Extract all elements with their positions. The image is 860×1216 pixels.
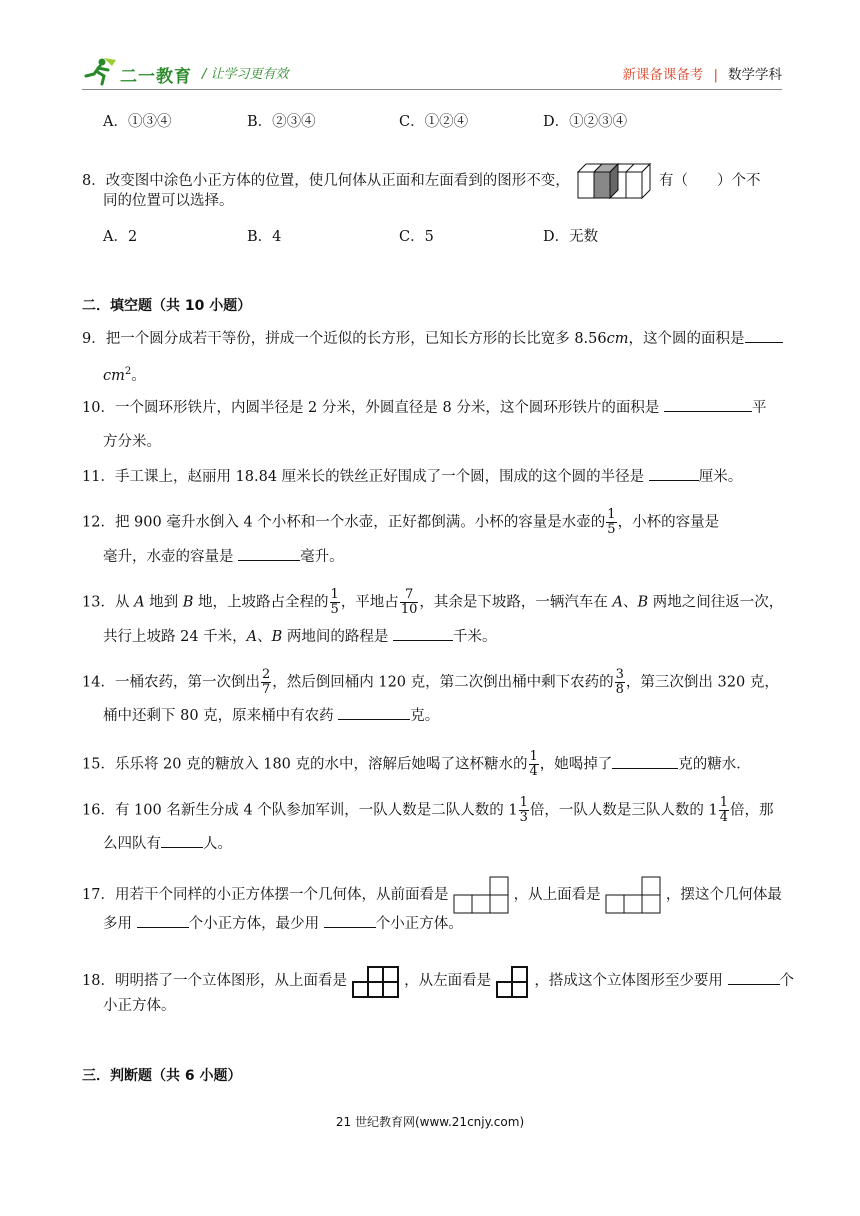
q13-line2c: 两地间的路程是 [282, 629, 394, 645]
q14-c: ，第三次倒出 320 克， [625, 674, 779, 691]
q8-option-b: B．4 [247, 229, 282, 245]
q12-frac-den: 5 [607, 522, 616, 537]
q13-f1-num: 1 [330, 587, 339, 602]
q14-fraction-1 [261, 668, 271, 697]
q11-blank[interactable] [649, 467, 699, 481]
q8-option-a: A．2 [103, 229, 138, 245]
q13-line2b: 、 [257, 629, 272, 645]
q7-option-a: A．①③④ [103, 114, 172, 130]
q9-line2 [103, 362, 146, 386]
q9-text: 9．把一个圆分成若干等份，拼成一个近似的长方形，已知长方形的长比宽多 8.56 [82, 331, 607, 347]
q13-point-a2: A [612, 594, 623, 611]
q13-f2-den: 10 [400, 602, 418, 617]
q13-point-b2: B [637, 594, 649, 611]
q10-blank[interactable] [664, 398, 752, 412]
q18-c: ，搭成这个立体图形至少要用 [534, 973, 728, 989]
q14-line2 [103, 706, 439, 726]
section-fill-in-title: 二．填空题（共 10 小题） [82, 298, 252, 314]
q13-b: 地到 [144, 594, 183, 611]
q13-line2a: 共行上坡路 24 千米， [103, 629, 247, 645]
q14-line2a: 桶中还剩下 80 克，原来桶中有农药 [103, 708, 339, 724]
q15-b: ，她喝掉了 [539, 756, 613, 773]
q18-line1 [82, 963, 794, 999]
q13-c: 地，上坡路占全程的 [193, 594, 329, 611]
q15-blank[interactable] [612, 755, 678, 769]
q16-line2a: 么四队有 [103, 836, 161, 852]
q12-line2a: 毫升，水壶的容量是 [103, 549, 239, 565]
q8-option-c: C．5 [399, 229, 434, 245]
header-separator: | [713, 67, 718, 83]
q8-text2: 有（ ）个不 [658, 173, 761, 189]
q8-option-d: D．无数 [543, 229, 599, 245]
q11-end: 厘米。 [698, 469, 743, 485]
q17-line2 [103, 914, 463, 934]
q14-line2b: 克。 [410, 708, 440, 724]
q18-top-view-icon [352, 963, 400, 999]
q14-f2-den: 8 [615, 682, 624, 697]
front-view-icon [453, 876, 509, 914]
cube-figure-icon [576, 162, 652, 200]
q13-f: 、 [622, 594, 638, 611]
q16-b: 倍，一队人数是三队人数的 1 [529, 802, 718, 819]
q17-line2b: 个小正方体，最少用 [188, 916, 324, 932]
q16-line2 [103, 834, 232, 854]
q14-b: ，然后倒回桶内 120 克，第二次倒出桶中剩下农药的 [272, 674, 614, 691]
q12-fraction [606, 508, 616, 537]
q8-text: 8．改变图中涂色小正方体的位置，使几何体从正面和左面看到的图形不变， [82, 173, 570, 189]
q16-f1-den: 3 [519, 810, 528, 825]
runner-logo-icon [82, 56, 118, 86]
q16-f2-num: 1 [719, 795, 729, 810]
q7-option-d: D．①②③④ [543, 114, 628, 130]
q12-line2 [103, 547, 344, 567]
q18-d: 个 [779, 973, 794, 989]
q13-fraction-1 [330, 588, 340, 617]
q13-e: ，其余是下坡路，一辆汽车在 [419, 594, 613, 611]
q16-c: 倍，那 [730, 802, 774, 819]
q13-line1 [82, 588, 783, 617]
q11-text: 11．手工课上，赵丽用 18.84 厘米长的铁丝正好围成了一个圆，围成的这个圆的半径是 [82, 469, 649, 485]
q15-f-den: 4 [529, 764, 538, 779]
q14-f2-num: 3 [615, 667, 624, 682]
q17-blank-max[interactable] [137, 914, 189, 928]
q18-blank[interactable] [728, 971, 780, 985]
q13-blank[interactable] [393, 627, 453, 641]
q12-blank[interactable] [238, 547, 300, 561]
top-view-icon [605, 876, 661, 914]
q12-line2b: 毫升。 [300, 549, 344, 565]
q17-line2a: 多用 [103, 916, 137, 932]
q13-g: 两地之间往返一次， [648, 594, 784, 611]
q9-line1 [82, 329, 783, 349]
q8-line2: 同的位置可以选择。 [103, 193, 234, 209]
q9-sup: 2 [124, 366, 132, 377]
q10-line2: 方分米。 [103, 434, 161, 450]
q16-f1-num: 1 [519, 795, 528, 810]
header-divider [82, 89, 782, 90]
q18-b: ，从左面看是 [404, 973, 492, 989]
q15-a: 15．乐乐将 20 克的糖放入 180 克的水中，溶解后她喝了这杯糖水的 [82, 756, 528, 773]
q10-end: 平 [751, 400, 767, 416]
page-footer: 21 世纪教育网(www.21cnjy.com) [335, 1115, 525, 1129]
q10-text: 10．一个圆环形铁片，内圆半径是 2 分米，外圆直径是 8 分米，这个圆环形铁片的面积是 [82, 400, 664, 416]
q12-line1 [82, 508, 719, 537]
q16-f2-den: 4 [719, 810, 729, 825]
q17-c: ，摆这个几何体最 [665, 887, 782, 903]
q16-fraction-2 [719, 796, 729, 825]
header-subject: 数学学科 [728, 67, 782, 83]
q13-fraction-2 [400, 588, 419, 617]
q13-point-b: B [182, 594, 194, 611]
logo-text: 二一教育 [120, 67, 192, 87]
header-right [622, 63, 782, 83]
q13-line2 [103, 627, 497, 647]
slogan: / 让学习更有效 [202, 67, 289, 82]
q16-blank[interactable] [161, 834, 203, 848]
q18-left-view-icon [496, 963, 530, 999]
page-header [82, 56, 782, 92]
q12-frac-num: 1 [607, 507, 616, 522]
q15-fraction [529, 750, 539, 779]
q18-line2: 小正方体。 [103, 998, 176, 1014]
q7-option-b: B．②③④ [247, 114, 316, 130]
q13-point-b3: B [271, 629, 283, 645]
q9-end: 。 [131, 367, 146, 384]
q7-option-c: C．①②④ [399, 114, 469, 130]
header-course-label: 新课备课备考 [622, 67, 704, 83]
q16-a: 16．有 100 名新生分成 4 个队参加军训，一队人数是二队人数的 1 [82, 802, 518, 819]
q13-d: ，平地占 [340, 594, 399, 611]
q15-f-num: 1 [529, 749, 538, 764]
q13-line2d: 千米。 [453, 629, 497, 645]
q14-f1-den: 7 [261, 682, 271, 697]
q17-line1 [82, 876, 782, 914]
q18-a: 18．明明搭了一个立体图形，从上面看是 [82, 973, 347, 989]
q16-fraction-1 [519, 796, 529, 825]
q15-line [82, 750, 751, 779]
q14-line1 [82, 668, 779, 697]
q15-c: 克的糖水． [678, 756, 751, 773]
q16-line2b: 人。 [203, 836, 232, 852]
q17-b: ，从上面看是 [513, 887, 601, 903]
q17-blank-min[interactable] [324, 914, 376, 928]
q12-end: ，小杯的容量是 [617, 514, 720, 531]
q17-a: 17．用若干个同样的小正方体摆一个几何体，从前面看是 [82, 887, 449, 903]
q17-line2c: 个小正方体。 [375, 916, 463, 932]
section-judgment-title: 三．判断题（共 6 小题） [82, 1068, 242, 1084]
q13-f2-num: 7 [400, 588, 419, 603]
q11-line [82, 467, 742, 487]
q14-blank[interactable] [338, 706, 410, 720]
q14-f1-num: 2 [261, 667, 271, 682]
q9-unit: cm [606, 331, 629, 347]
q14-fraction-2 [615, 668, 625, 697]
q13-f1-den: 5 [330, 602, 339, 617]
q13-point-a3: A [246, 629, 258, 645]
q13-a: 13．从 [82, 594, 135, 611]
q13-point-a: A [134, 594, 145, 611]
q9-unit2: cm [103, 367, 125, 384]
q14-a: 14．一桶农药，第一次倒出 [82, 674, 260, 691]
q9-blank[interactable] [745, 329, 783, 343]
q12-text: 12．把 900 毫升水倒入 4 个小杯和一个水壶，正好都倒满。小杯的容量是水壶的 [82, 514, 606, 531]
q10-line1 [82, 398, 766, 418]
q16-line1 [82, 796, 774, 825]
q9-text2: ，这个圆的面积是 [628, 331, 745, 347]
